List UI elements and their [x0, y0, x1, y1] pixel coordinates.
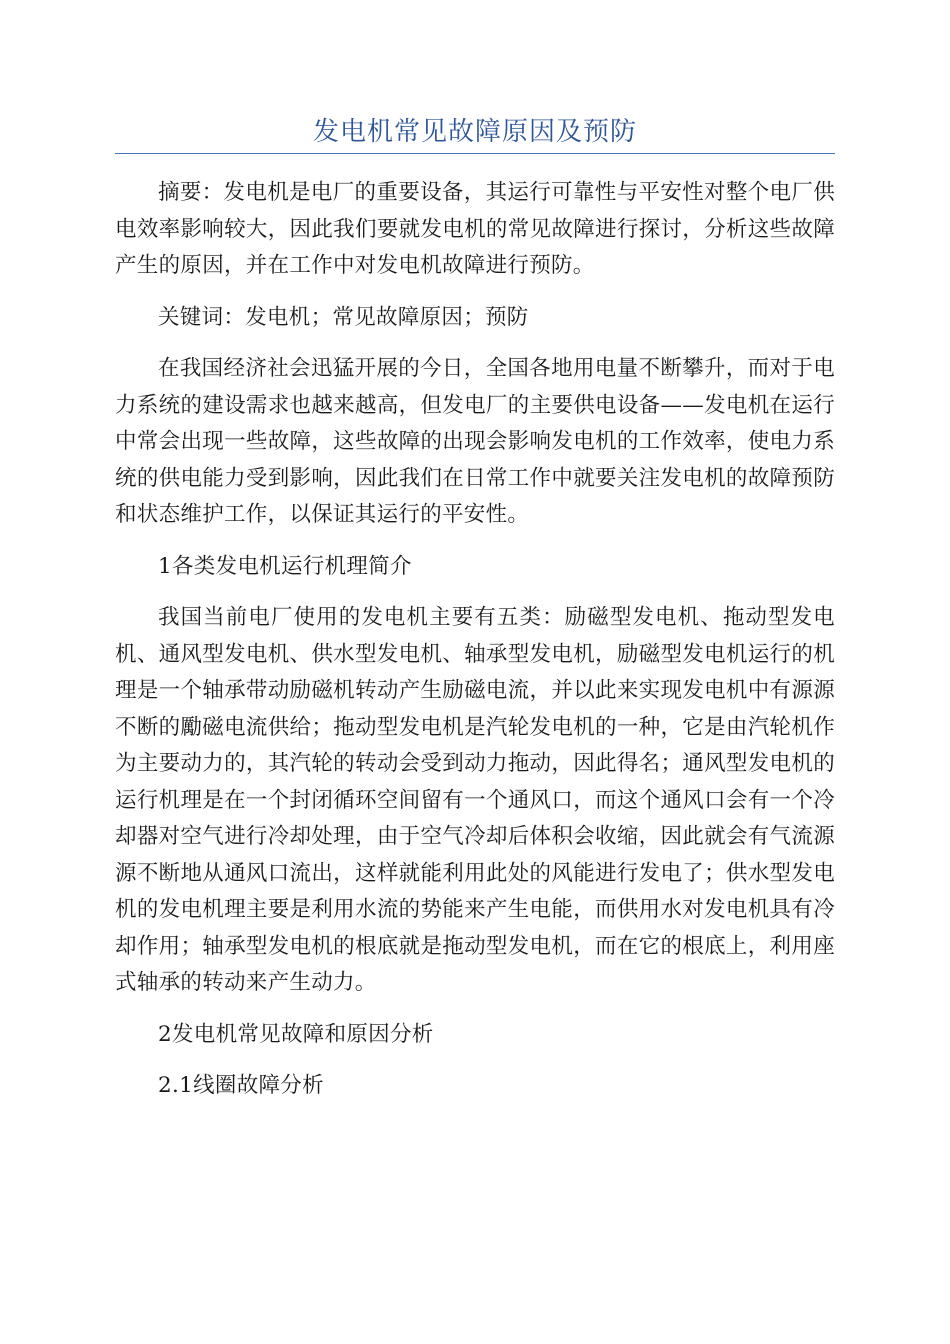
- title-underline: [115, 153, 835, 154]
- keywords-paragraph: 关键词：发电机；常见故障原因；预防: [158, 304, 529, 330]
- intro-paragraph: 在我国经济社会迅猛开展的今日，全国各地用电量不断攀升，而对于电力系统的建设需求也越来越高，但发电厂的主要供电设备——发电机在运行中常会出现一些故障，这些故障的出现会影响发电机的工作效率，使电力系统的供电能力受到影响，因此我们在日常工作中就要关注发电机的故障预防和状态维护工作，以保证其运行的平安性。: [115, 356, 835, 527]
- abstract-paragraph: 摘要：发电机是电厂的重要设备，其运行可靠性与平安性对整个电厂供电效率影响较大，因此我们要就发电机的常见故障进行探讨，分析这些故障产生的原因，并在工作中对发电机故障进行预防。: [115, 180, 835, 278]
- document-title: 发电机常见故障原因及预防: [312, 117, 637, 147]
- section-2-heading: 2发电机常见故障和原因分析: [158, 1021, 434, 1047]
- section-1-paragraph: 我国当前电厂使用的发电机主要有五类：励磁型发电机、拖动型发电机、通风型发电机、供水型发电机、轴承型发电机，励磁型发电机运行的机理是一个轴承带动励磁机转动产生励磁电流，并以此来实现发电机中有源源不断的勵磁电流供给；拖动型发电机是汽轮发电机的一种，它是由汽轮机作为主要动力的，其汽轮的转动会受到动力拖动，因此得名；通风型发电机的运行机理是在一个封闭循环空间留有一个通风口，而这个通风口会有一个冷却器对空气进行冷却处理，由于空气冷却后体积会收缩，因此就会有气流源源不断地从通风口流出，这样就能利用此处的风能进行发电了；供水型发电机的发电机理主要是利用水流的势能来产生电能，而供用水对发电机具有冷却作用；轴承型发电机的根底就是拖动型发电机，而在它的根底上，利用座式轴承的转动来产生动力。: [115, 605, 835, 995]
- document-body: [115, 175, 835, 1120]
- section-1-heading: 1各类发电机运行机理简介: [158, 553, 412, 579]
- section-2-1-heading: 2.1线圈故障分析: [158, 1073, 324, 1098]
